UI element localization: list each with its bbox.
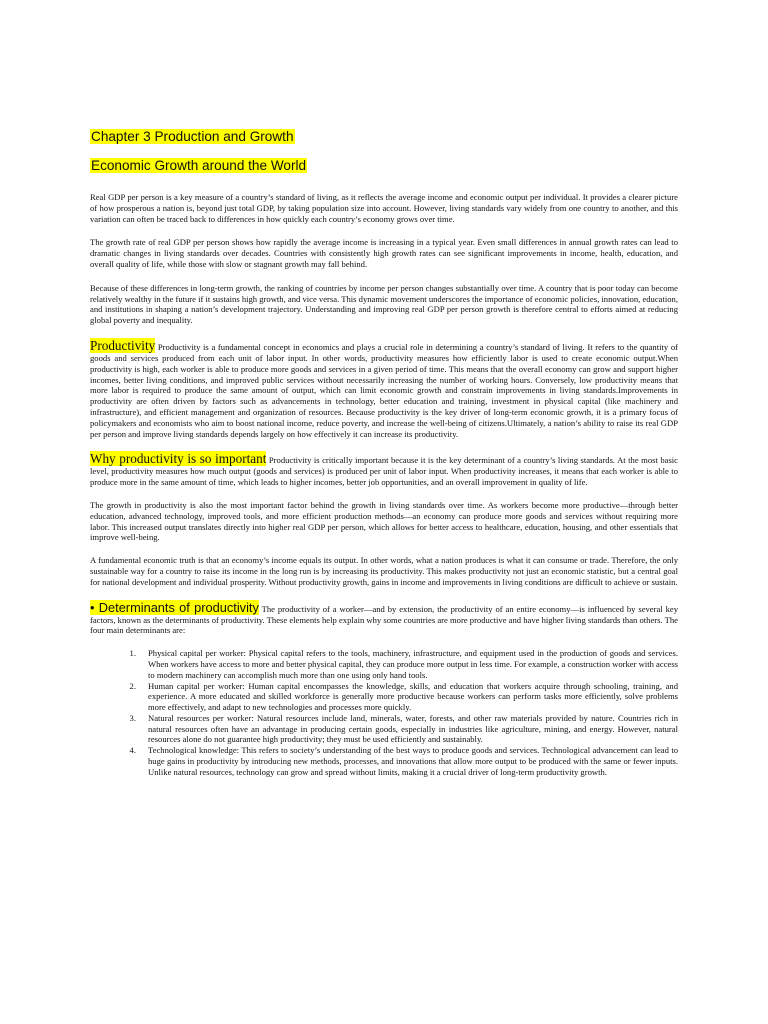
section-heading-block <box>90 157 678 175</box>
why-productivity-paragraph-2: The growth in productivity is also the most important factor behind the growth in living standards over time. As workers become more productive—through better education, advanced technology, improved tools, and more efficient production methods—an economy can produce more goods and services without requiring more labor. This increased output translates directly into higher real GDP per person, which allows for better access to healthcare, education, housing, and other essentials that improve well-being. <box>90 499 678 543</box>
intro-paragraph-2: The growth rate of real GDP per person shows how rapidly the average income is increasing in a typical year. Even small differences in annual growth rates can lead to dramatic changes in living standards over decades. Countries with consistently high growth rates can see significant improvements in income, health, education, and overall quality of life, while those with slow or stagnant growth may fall behind. <box>90 237 678 269</box>
chapter-heading-block <box>90 128 678 146</box>
list-item-text: Physical capital per worker: Physical capital refers to the tools, machinery, infrastructure, and equipment used in the production of goods and services. When workers have access to more and better physical capital, they can produce more output in less time. For example, a construction worker with access to modern machinery can accomplish much more than one using only hand tools. <box>148 648 679 680</box>
productivity-text: Productivity is a fundamental concept in economics and plays a crucial role in determining a country’s standard of living. It refers to the quantity of goods and services produced from each unit of labor input. In other words, productivity measures how efficiently labor is used to create economic output.When productivity is high, each worker is able to produce more goods and services in a given period of time. This means that the overall economy can grow and support higher incomes, better living conditions, and improved public services without necessarily increasing the number of working hours. Conversely, low productivity means that more labor is required to produce the same amount of output, which can limit economic growth and constrain improvements in living standards.Improvements in productivity are often driven by factors such as advancements in technology, better education and training, investment in physical capital (like machinery and infrastructure), and efficient management and organization of resources. Because productivity is the key driver of long-term economic growth, it is a primary focus of policymakers and economists who aim to boost national income, reduce poverty, and increase the well-being of citizens.Ultimately, a nation’s ability to raise its real GDP per person and improve living standards depends largely on how effectively it can increase its productivity. <box>90 341 678 439</box>
list-item <box>129 648 679 680</box>
section-title: Economic Growth around the World <box>91 158 307 173</box>
intro-paragraph-3: Because of these differences in long-term growth, the ranking of countries by income per person changes substantially over time. A country that is poor today can become relatively wealthy in the future if it sustains high growth, and vice versa. This dynamic movement underscores the importance of economic policies, innovation, education, and institutions in shaping a nation’s development trajectory. Understanding and improving real GDP per person growth is therefore central to efforts aimed at reducing global poverty and inequality. <box>90 282 678 326</box>
list-item <box>129 680 678 713</box>
productivity-heading: Productivity <box>90 337 156 353</box>
determinants-text: The productivity of a worker—and by extension, the productivity of an entire economy—is influenced by several key factors, known as the determinants of productivity. These elements help explain why some countries are more productive and have higher living standards than others. The four main determinants are: <box>90 603 678 636</box>
list-item-number: 1. <box>129 648 136 659</box>
why-productivity-paragraph-3: A fundamental economic truth is that an economy’s income equals its output. In other words, what a nation produces is what it can consume or trade. Therefore, the only sustainable way for a country to raise its income in the long run is by increasing its productivity. This makes productivity not just an economic statistic, but a central goal for national development and individual prosperity. Without productivity growth, gains in income and improvements in living conditions are difficult to achieve or sustain. <box>90 555 678 587</box>
list-item-text: Natural resources per worker: Natural resources include land, minerals, water, forests, and other raw materials provided by nature. Countries rich in natural resources often have an advantage in producing certain goods, especially in industries like agriculture, mining, and energy. However, natural resources alone do not guarantee high productivity; they must be used efficiently and sustainably. <box>148 712 678 745</box>
determinants-heading: • Determinants of productivity <box>90 599 259 615</box>
determinants-list <box>90 648 678 778</box>
intro-paragraph-1: Real GDP per person is a key measure of a country’s standard of living, as it reflects the average income and economic output per individual. It provides a clearer picture of how prosperous a nation is, beyond just total GDP, by taking population size into account. However, living standards vary widely from one country to another, and this variation can often be traced back to differences in how quickly each country’s economy grows over time. <box>90 192 678 224</box>
why-productivity-text: Productivity is critically important because it is the key determinant of a country’s living standards. At the most basic level, productivity measures how much output (goods and services) is produced per unit of labor input. When productivity increases, it means that each worker is able to produce more in the same amount of time, which leads to higher incomes, better job opportunities, and an overall improvement in quality of life. <box>90 455 678 488</box>
list-item <box>129 745 678 777</box>
list-item-text: Human capital per worker: Human capital encompasses the knowledge, skills, and education that workers acquire through schooling, training, and experience. A more educated and skilled workforce is generally more productive because workers can perform tasks more efficiently, solve problems more effectively, and adapt to new technologies and processes more quickly. <box>148 680 678 713</box>
list-item-number: 2. <box>129 680 136 691</box>
why-productivity-heading: Why productivity is so important <box>90 451 267 467</box>
list-item-number: 4. <box>129 745 136 756</box>
list-item-number: 3. <box>129 712 136 723</box>
list-item-text: Technological knowledge: This refers to society’s understanding of the best ways to produce goods and services. Technological advancement can lead to huge gains in productivity by introducing new methods, processes, and innovations that allow more output to be produced with the same or fewer inputs. Unlike natural resources, technology can grow and spread without limits, making it a crucial driver of long-term productivity growth. <box>148 745 678 777</box>
document-page <box>90 126 678 778</box>
list-item <box>129 712 678 745</box>
determinants-paragraph <box>90 601 678 637</box>
chapter-title: Chapter 3 Production and Growth <box>91 129 294 144</box>
productivity-paragraph <box>90 339 678 439</box>
why-productivity-paragraph <box>90 452 678 488</box>
